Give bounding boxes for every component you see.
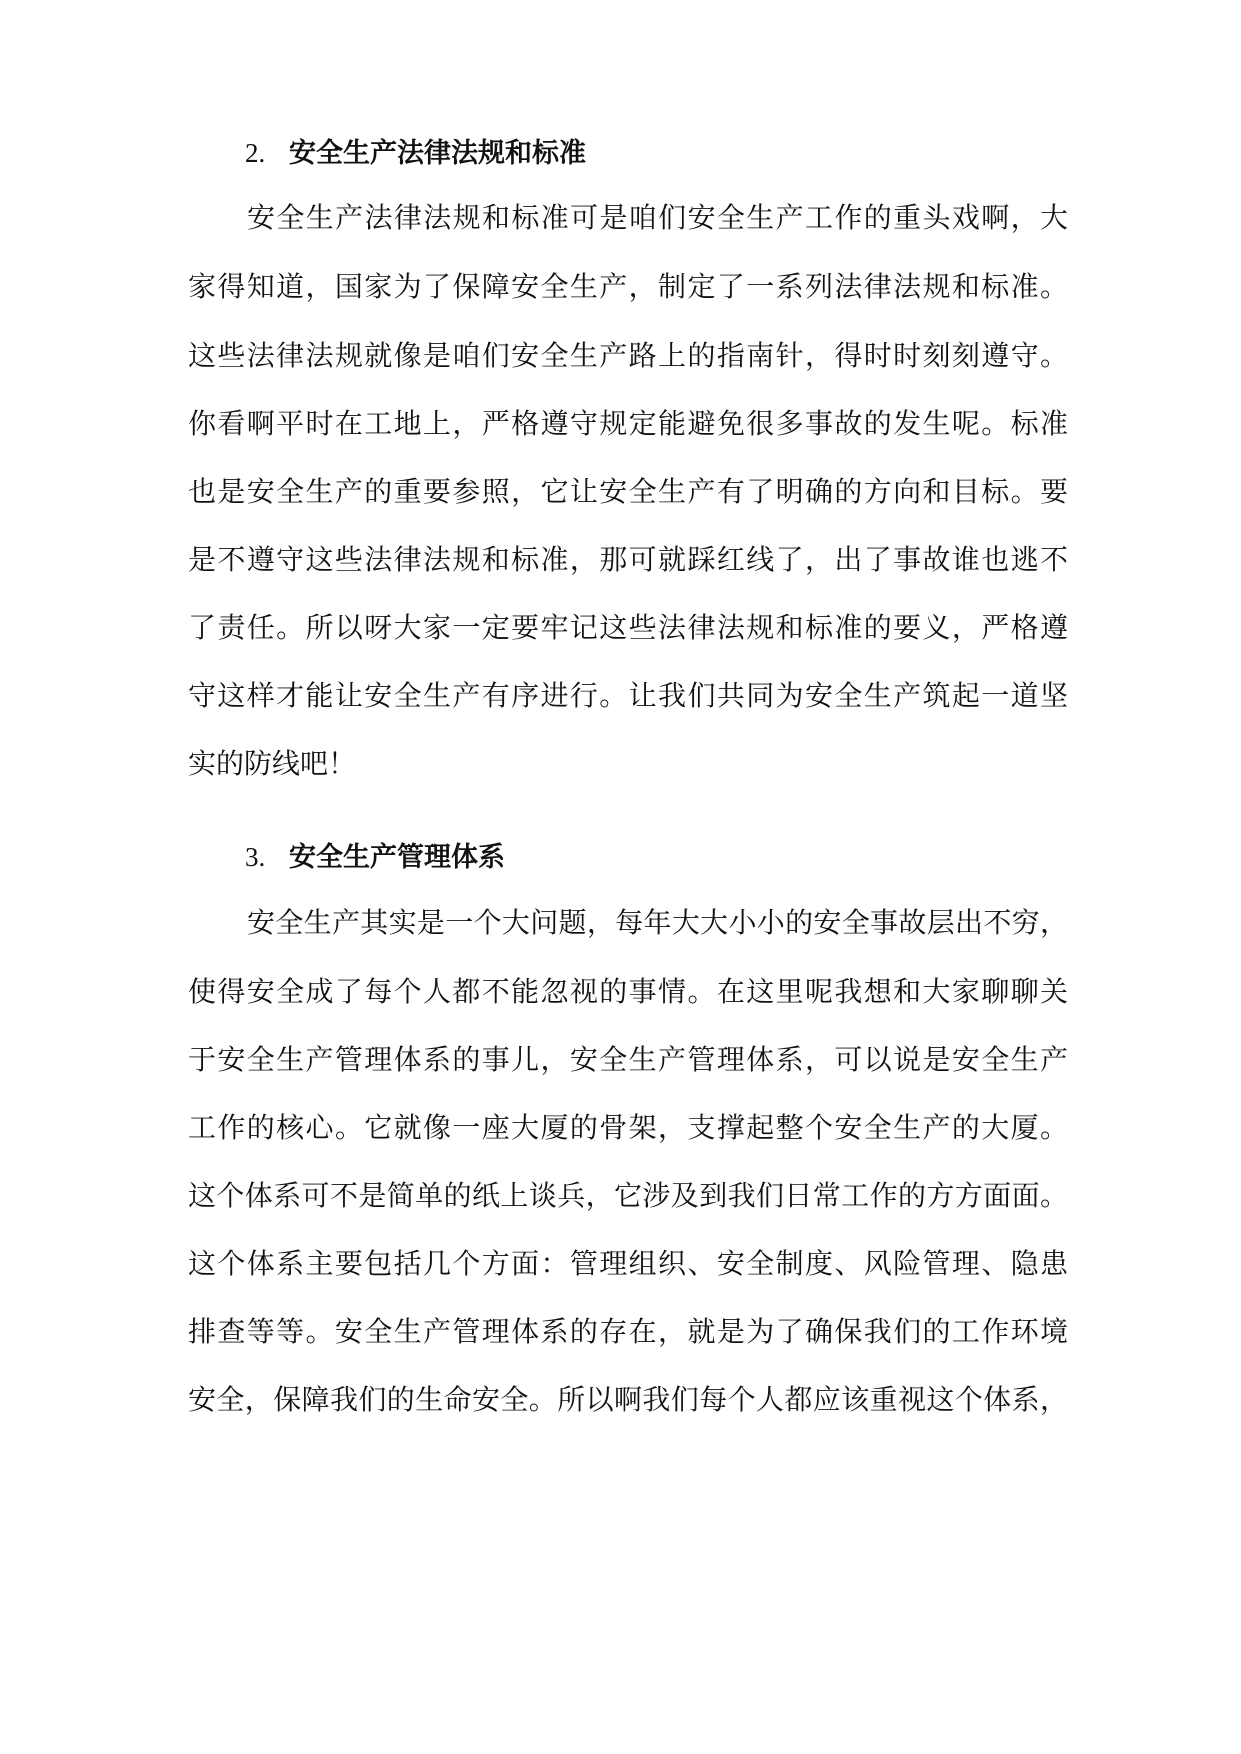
paragraph-line: 安全生产其实是一个大问题，每年大大小小的安全事故层出不穷， xyxy=(247,906,1068,939)
paragraph-line: 这些法律法规就像是咱们安全生产路上的指南针，得时时刻刻遵守。 xyxy=(188,339,1068,372)
paragraph-line: 这个体系可不是简单的纸上谈兵，它涉及到我们日常工作的方方面面。 xyxy=(188,1179,1068,1212)
paragraph-line: 家得知道，国家为了保障安全生产，制定了一系列法律法规和标准。 xyxy=(188,270,1068,303)
paragraph-line: 使得安全成了每个人都不能忽视的事情。在这里呢我想和大家聊聊关 xyxy=(188,975,1068,1008)
section-3-title: 安全生产管理体系 xyxy=(289,842,505,873)
paragraph-line: 也是安全生产的重要参照，它让安全生产有了明确的方向和目标。要 xyxy=(188,475,1068,508)
section-2-title: 安全生产法律法规和标准 xyxy=(289,138,586,169)
paragraph-line: 守这样才能让安全生产有序进行。让我们共同为安全生产筑起一道坚 xyxy=(188,679,1068,712)
section-2-number: 2. xyxy=(245,138,266,168)
section-3-heading xyxy=(245,837,505,878)
paragraph-line: 你看啊平时在工地上，严格遵守规定能避免很多事故的发生呢。标准 xyxy=(188,407,1068,440)
paragraph-line: 安全生产法律法规和标准可是咱们安全生产工作的重头戏啊，大 xyxy=(247,201,1068,234)
paragraph-line: 工作的核心。它就像一座大厦的骨架，支撑起整个安全生产的大厦。 xyxy=(188,1111,1068,1144)
paragraph-line: 实的防线吧！ xyxy=(188,747,357,780)
paragraph-line: 排查等等。安全生产管理体系的存在，就是为了确保我们的工作环境 xyxy=(188,1315,1068,1348)
paragraph-line: 了责任。所以呀大家一定要牢记这些法律法规和标准的要义，严格遵 xyxy=(188,611,1068,644)
paragraph-line: 是不遵守这些法律法规和标准，那可就踩红线了，出了事故谁也逃不 xyxy=(188,543,1068,576)
paragraph-line: 安全，保障我们的生命安全。所以啊我们每个人都应该重视这个体系， xyxy=(188,1383,1068,1416)
paragraph-line: 于安全生产管理体系的事儿，安全生产管理体系，可以说是安全生产 xyxy=(188,1043,1068,1076)
paragraph-line: 这个体系主要包括几个方面：管理组织、安全制度、风险管理、隐患 xyxy=(188,1247,1068,1280)
section-3-number: 3. xyxy=(245,842,266,872)
section-2-heading xyxy=(245,133,586,174)
